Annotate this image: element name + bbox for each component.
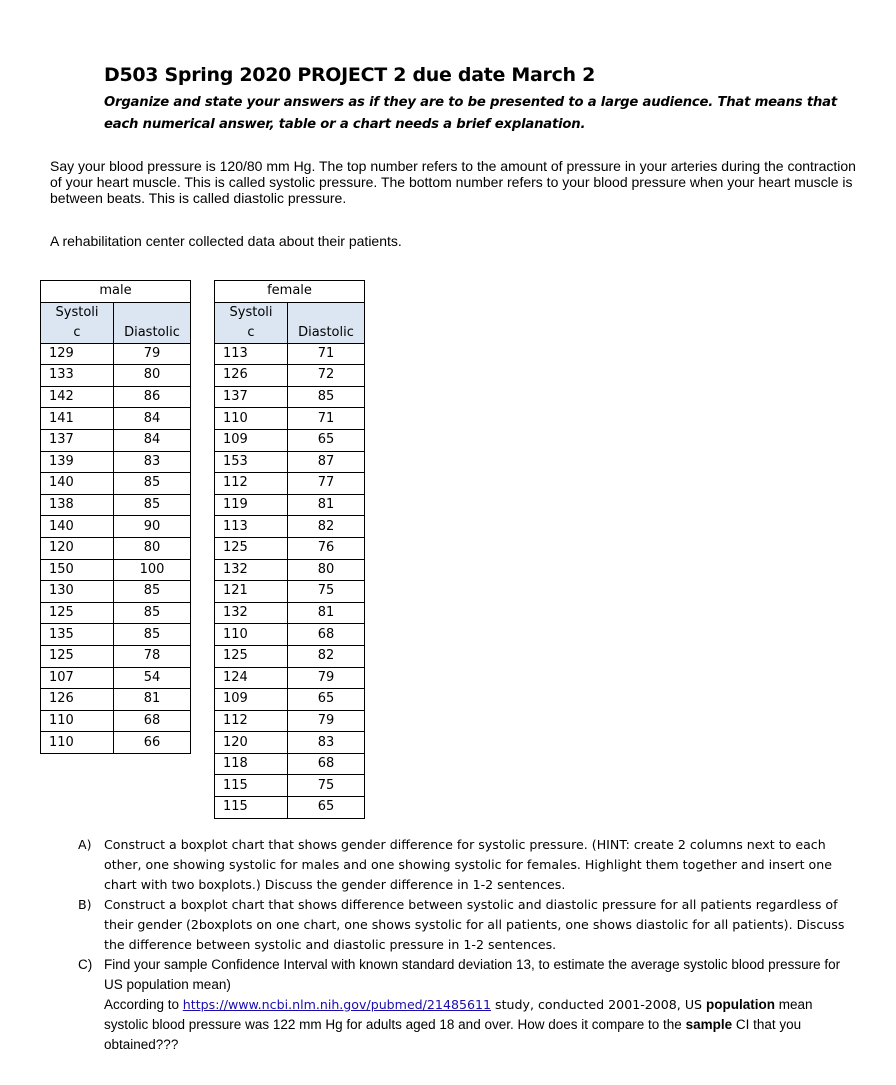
table-header: male [41, 281, 191, 303]
table-row [215, 365, 365, 387]
column-header-diastolic: Diastolic [114, 302, 191, 343]
diastolic-cell: 84 [114, 408, 191, 430]
systolic-cell: 120 [41, 537, 114, 559]
subtitle: Organize and state your answers as if they are to be presented to a large audience. That means that each numerical answer, table or a chart needs a brief explanation. [104, 95, 837, 132]
table-header: female [215, 281, 365, 303]
table-row [215, 602, 365, 624]
diastolic-cell: 80 [114, 537, 191, 559]
systolic-cell: 110 [41, 732, 114, 754]
systolic-cell: 132 [215, 602, 288, 624]
diastolic-cell: 78 [114, 645, 191, 667]
table-row [41, 710, 191, 732]
table-row [41, 429, 191, 451]
intro-paragraph-2: A rehabilitation center collected data about their patients. [50, 233, 402, 249]
systolic-cell: 132 [215, 559, 288, 581]
questions-list [78, 835, 853, 1055]
diastolic-cell: 79 [288, 667, 365, 689]
diastolic-cell: 65 [288, 689, 365, 711]
table-row [41, 451, 191, 473]
table-row [215, 645, 365, 667]
systolic-cell: 137 [41, 429, 114, 451]
diastolic-cell: 81 [288, 494, 365, 516]
table-row [215, 429, 365, 451]
table-row [41, 581, 191, 603]
diastolic-cell: 81 [288, 602, 365, 624]
diastolic-cell: 85 [114, 624, 191, 646]
table-row [215, 624, 365, 646]
table-row [41, 386, 191, 408]
table-row [41, 667, 191, 689]
male-table [40, 280, 191, 754]
systolic-cell: 140 [41, 516, 114, 538]
diastolic-cell: 85 [114, 581, 191, 603]
systolic-cell: 150 [41, 559, 114, 581]
systolic-cell: 109 [215, 689, 288, 711]
diastolic-cell: 79 [114, 343, 191, 365]
systolic-cell: 138 [41, 494, 114, 516]
diastolic-cell: 85 [114, 602, 191, 624]
intro-paragraph: Say your blood pressure is 120/80 mm Hg. The top number refers to the amount of pressure in your arteries during the contraction of your heart muscle. This is called systolic pressure. The bottom number refers to your blood pressure when your heart muscle is between beats. This is called diastolic pressure. [50, 158, 856, 206]
diastolic-cell: 87 [288, 451, 365, 473]
table-row [41, 624, 191, 646]
table-row [215, 753, 365, 775]
column-header-systolic: Systoli c [41, 302, 114, 343]
systolic-cell: 129 [41, 343, 114, 365]
systolic-cell: 121 [215, 581, 288, 603]
systolic-cell: 139 [41, 451, 114, 473]
table-row [41, 516, 191, 538]
table-row [41, 494, 191, 516]
diastolic-cell: 83 [114, 451, 191, 473]
systolic-cell: 125 [215, 645, 288, 667]
table-row [41, 343, 191, 365]
question-c: C) Find your sample Confidence Interval with known standard deviation 13, to estimate the average systolic blood pressure for US population mean) According to https://www.ncbi.nlm.nih.gov/pubmed/21485611 study, conducted 2001-2008, US population mean systolic blood pressure was 122 mm Hg for adults aged 18 and over. How does it compare to the sample CI that you obtained??? [78, 957, 841, 1052]
diastolic-cell: 65 [288, 429, 365, 451]
systolic-cell: 130 [41, 581, 114, 603]
table-row [41, 602, 191, 624]
systolic-cell: 126 [41, 689, 114, 711]
systolic-cell: 125 [41, 645, 114, 667]
diastolic-cell: 54 [114, 667, 191, 689]
diastolic-cell: 83 [288, 732, 365, 754]
systolic-cell: 110 [215, 624, 288, 646]
table-row [215, 516, 365, 538]
diastolic-cell: 66 [114, 732, 191, 754]
table-row [41, 559, 191, 581]
diastolic-cell: 79 [288, 710, 365, 732]
diastolic-cell: 85 [288, 386, 365, 408]
systolic-cell: 109 [215, 429, 288, 451]
table-row [215, 667, 365, 689]
diastolic-cell: 71 [288, 343, 365, 365]
table-row [215, 689, 365, 711]
systolic-cell: 112 [215, 710, 288, 732]
diastolic-cell: 85 [114, 473, 191, 495]
table-row [215, 386, 365, 408]
diastolic-cell: 68 [288, 753, 365, 775]
table-row [215, 732, 365, 754]
systolic-cell: 133 [41, 365, 114, 387]
systolic-cell: 141 [41, 408, 114, 430]
systolic-cell: 125 [41, 602, 114, 624]
systolic-cell: 153 [215, 451, 288, 473]
systolic-cell: 112 [215, 473, 288, 495]
diastolic-cell: 82 [288, 645, 365, 667]
question-b: B) Construct a boxplot chart that shows difference between systolic and diastolic pressure for all patients regardless of their gender (2boxplots on one chart, one shows systolic for all patients, one shows diastolic for all patients). Discuss the difference between systolic and diastolic pressure in 1-2 sentences. [78, 897, 845, 952]
column-header-systolic: Systoli c [215, 302, 288, 343]
systolic-cell: 107 [41, 667, 114, 689]
diastolic-cell: 75 [288, 775, 365, 797]
table-row [41, 365, 191, 387]
table-row [41, 537, 191, 559]
systolic-cell: 125 [215, 537, 288, 559]
systolic-cell: 124 [215, 667, 288, 689]
table-row [41, 408, 191, 430]
page-title: D503 Spring 2020 PROJECT 2 due date March 2 [104, 64, 596, 86]
systolic-cell: 137 [215, 386, 288, 408]
diastolic-cell: 80 [288, 559, 365, 581]
table-row [215, 559, 365, 581]
systolic-cell: 140 [41, 473, 114, 495]
systolic-cell: 115 [215, 775, 288, 797]
diastolic-cell: 80 [114, 365, 191, 387]
systolic-cell: 110 [215, 408, 288, 430]
diastolic-cell: 68 [114, 710, 191, 732]
systolic-cell: 119 [215, 494, 288, 516]
table-row [215, 494, 365, 516]
diastolic-cell: 72 [288, 365, 365, 387]
female-table [214, 280, 365, 819]
study-link[interactable]: https://www.ncbi.nlm.nih.gov/pubmed/21485611 [182, 997, 492, 1012]
diastolic-cell: 85 [114, 494, 191, 516]
diastolic-cell: 81 [114, 689, 191, 711]
systolic-cell: 135 [41, 624, 114, 646]
table-row [215, 537, 365, 559]
table-row [215, 710, 365, 732]
table-row [215, 473, 365, 495]
table-row [215, 775, 365, 797]
systolic-cell: 113 [215, 343, 288, 365]
table-row [41, 645, 191, 667]
diastolic-cell: 71 [288, 408, 365, 430]
diastolic-cell: 100 [114, 559, 191, 581]
diastolic-cell: 82 [288, 516, 365, 538]
table-row [215, 343, 365, 365]
table-row [215, 797, 365, 819]
systolic-cell: 126 [215, 365, 288, 387]
systolic-cell: 142 [41, 386, 114, 408]
table-row [41, 689, 191, 711]
systolic-cell: 110 [41, 710, 114, 732]
systolic-cell: 120 [215, 732, 288, 754]
diastolic-cell: 68 [288, 624, 365, 646]
diastolic-cell: 76 [288, 537, 365, 559]
diastolic-cell: 86 [114, 386, 191, 408]
question-a: A) Construct a boxplot chart that shows gender difference for systolic pressure. (HINT: create 2 columns next to each other, one showing systolic for males and one showing systolic for females. Highlight them together and insert one chart with two boxplots.) Discuss the gender difference in 1-2 sentences. [78, 837, 832, 892]
systolic-cell: 118 [215, 753, 288, 775]
table-row [215, 408, 365, 430]
table-row [41, 732, 191, 754]
systolic-cell: 113 [215, 516, 288, 538]
diastolic-cell: 75 [288, 581, 365, 603]
diastolic-cell: 90 [114, 516, 191, 538]
table-row [41, 473, 191, 495]
diastolic-cell: 65 [288, 797, 365, 819]
systolic-cell: 115 [215, 797, 288, 819]
table-row [215, 451, 365, 473]
diastolic-cell: 77 [288, 473, 365, 495]
column-header-diastolic: Diastolic [288, 302, 365, 343]
table-row [215, 581, 365, 603]
diastolic-cell: 84 [114, 429, 191, 451]
